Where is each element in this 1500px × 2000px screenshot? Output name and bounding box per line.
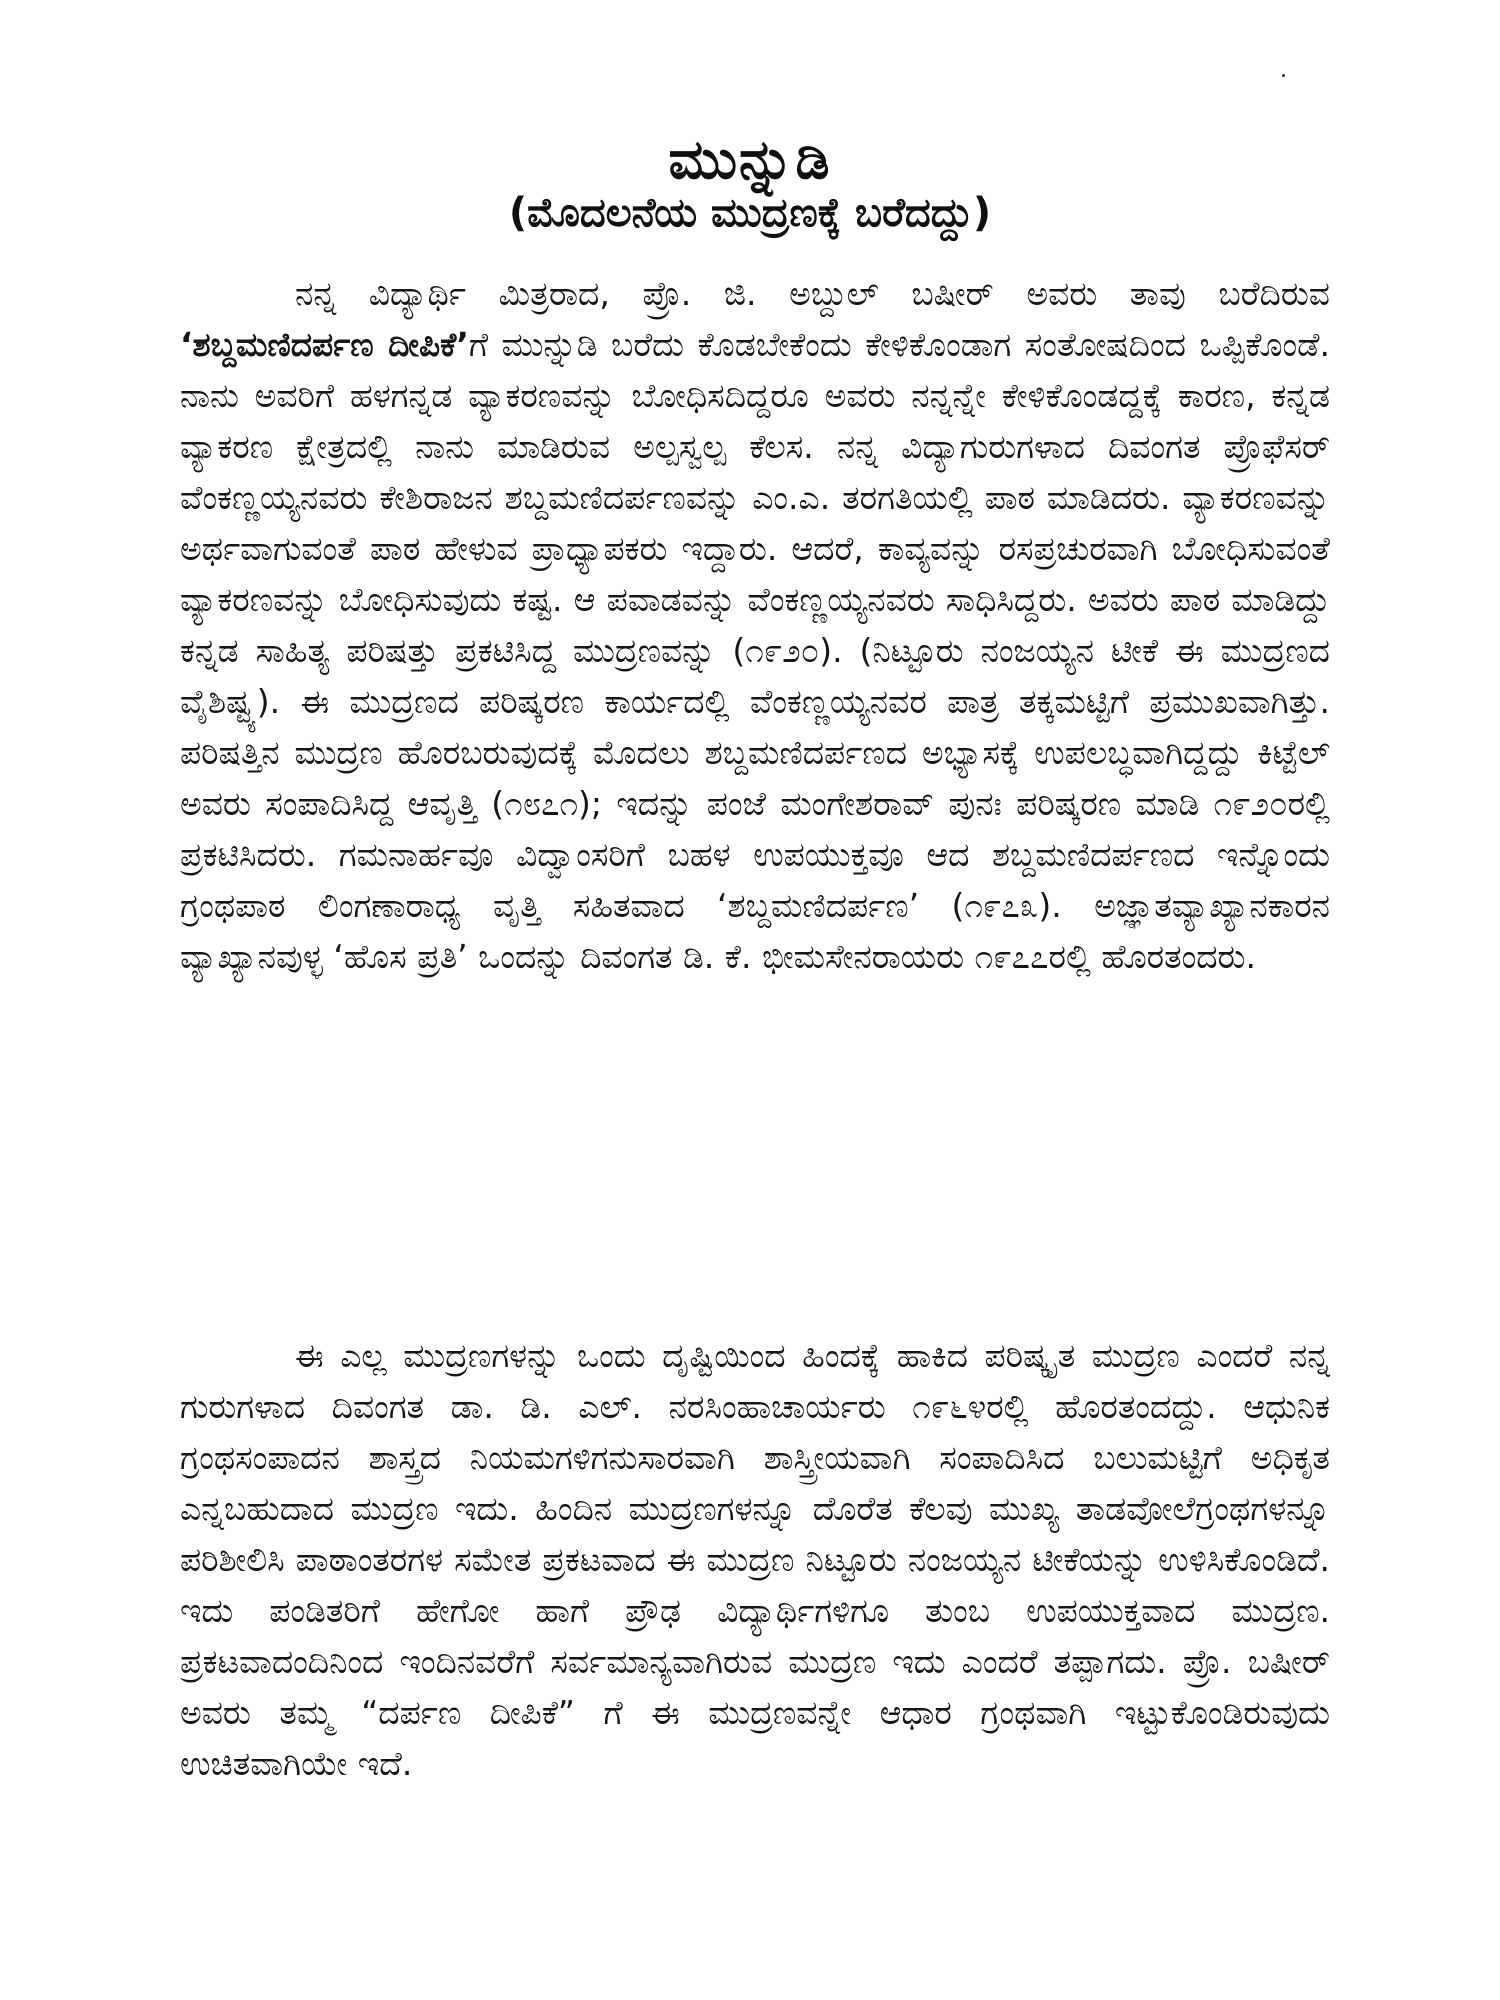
paragraph-1-text-b: ಗೆ ಮುನ್ನುಡಿ ಬರೆದು ಕೊಡಬೇಕೆಂದು ಕೇಳಿಕೊಂಡಾಗ ಸಂತೋಷದಿಂದ ಒಪ್ಪಿಕೊಂಡೆ. ನಾನು ಅವರಿಗೆ ಹಳಗನ್ನಡ ವ್ಯಾಕರಣವನ್ನು ಬೋಧಿಸದಿದ್ದರೂ ಅವರು ನನ್ನನ್ನೇ ಕೇಳಿಕೊಂಡದ್ದಕ್ಕೆ ಕಾರಣ, ಕನ್ನಡ ವ್ಯಾಕರಣ ಕ್ಷೇತ್ರದಲ್ಲಿ ನಾನು ಮಾಡಿರುವ ಅಲ್ಪಸ್ವಲ್ಪ ಕೆಲಸ. ನನ್ನ ವಿದ್ಯಾಗುರುಗಳಾದ ದಿವಂಗತ ಪ್ರೊಫೆಸರ್ ವೆಂಕಣ್ಣಯ್ಯನವರು ಕೇಶಿರಾಜನ ಶಬ್ದಮಣಿದರ್ಪಣವನ್ನು ಎಂ.ಎ. ತರಗತಿಯಲ್ಲಿ ಪಾಠ ಮಾಡಿದರು. ವ್ಯಾಕರಣವನ್ನು ಅರ್ಥವಾಗುವಂತೆ ಪಾಠ ಹೇಳುವ ಪ್ರಾಧ್ಯಾಪಕರು ಇದ್ದಾರು. ಆದರೆ, ಕಾವ್ಯವನ್ನು ರಸಪ್ರಚುರವಾಗಿ ಬೋಧಿಸುವಂತೆ ವ್ಯಾಕರಣವನ್ನು ಬೋಧಿಸುವುದು ಕಷ್ಟ. ಆ ಪವಾಡವನ್ನು ವೆಂಕಣ್ಣಯ್ಯನವರು ಸಾಧಿಸಿದ್ದರು. ಅವರು ಪಾಠ ಮಾಡಿದ್ದು ಕನ್ನಡ ಸಾಹಿತ್ಯ ಪರಿಷತ್ತು ಪ್ರಕಟಿಸಿದ್ದ ಮುದ್ರಣವನ್ನು (೧೯೨೦). (ನಿಟ್ಟೂರು ನಂಜಯ್ಯನ ಟೀಕೆ ಈ ಮುದ್ರಣದ ವೈಶಿಷ್ಟ್ಯ). ಈ ಮುದ್ರಣದ ಪರಿಷ್ಕರಣ ಕಾರ್ಯದಲ್ಲಿ ವೆಂಕಣ್ಣಯ್ಯನವರ ಪಾತ್ರ ತಕ್ಕಮಟ್ಟಿಗೆ ಪ್ರಮುಖವಾಗಿತ್ತು. ಪರಿಷತ್ತಿನ ಮುದ್ರಣ ಹೊರಬರುವುದಕ್ಕೆ ಮೊದಲು ಶಬ್ದಮಣಿದರ್ಪಣದ ಅಭ್ಯಾಸಕ್ಕೆ ಉಪಲಬ್ಧವಾಗಿದ್ದದ್ದು ಕಿಟ್ಟೆಲ್ ಅವರು ಸಂಪಾದಿಸಿದ್ದ ಆವೃತ್ತಿ (೧೮೭೧); ಇದನ್ನು ಪಂಜೆ ಮಂಗೇಶರಾವ್ ಪುನಃ ಪರಿಷ್ಕರಣ ಮಾಡಿ ೧೯೨೦ರಲ್ಲಿ ಪ್ರಕಟಿಸಿದರು. ಗಮನಾರ್ಹವೂ ವಿದ್ವಾಂಸರಿಗೆ ಬಹಳ ಉಪಯುಕ್ತವೂ ಆದ ಶಬ್ದಮಣಿದರ್ಪಣದ ಇನ್ನೊಂದು ಗ್ರಂಥಪಾಠ ಲಿಂಗಣಾರಾಧ್ಯ ವೃತ್ತಿ ಸಹಿತವಾದ ‘ಶಬ್ದಮಣಿದರ್ಪಣ’ (೧೯೭೩). ಅಜ್ಞಾತವ್ಯಾಖ್ಯಾನಕಾರನ ವ್ಯಾಖ್ಯಾನವುಳ್ಳ ‘ಹೊಸ ಪ್ರತಿ’ ಒಂದನ್ನು ದಿವಂಗತ ಡಿ. ಕೆ. ಭೀಮಸೇನರಾಯರು ೧೯೭೭ರಲ್ಲಿ ಹೊರತಂದರು.: [180, 325, 1330, 976]
paragraph-2: ಈ ಎಲ್ಲ ಮುದ್ರಣಗಳನ್ನು ಒಂದು ದೃಷ್ಟಿಯಿಂದ ಹಿಂದಕ್ಕೆ ಹಾಕಿದ ಪರಿಷ್ಕೃತ ಮುದ್ರಣ ಎಂದರೆ ನನ್ನ ಗುರುಗಳಾದ ದಿವಂಗತ ಡಾ. ಡಿ. ಎಲ್. ನರಸಿಂಹಾಚಾರ್ಯರು ೧೯೬೪ರಲ್ಲಿ ಹೊರತಂದದ್ದು. ಆಧುನಿಕ ಗ್ರಂಥಸಂಪಾದನ ಶಾಸ್ತ್ರದ ನಿಯಮಗಳಿಗನುಸಾರವಾಗಿ ಶಾಸ್ತ್ರೀಯವಾಗಿ ಸಂಪಾದಿಸಿದ ಬಲುಮಟ್ಟಿಗೆ ಅಧಿಕೃತ ಎನ್ನಬಹುದಾದ ಮುದ್ರಣ ಇದು. ಹಿಂದಿನ ಮುದ್ರಣಗಳನ್ನೂ ದೊರೆತ ಕೆಲವು ಮುಖ್ಯ ತಾಡವೋಲೆಗ್ರಂಥಗಳನ್ನೂ ಪರಿಶೀಲಿಸಿ ಪಾಠಾಂತರಗಳ ಸಮೇತ ಪ್ರಕಟವಾದ ಈ ಮುದ್ರಣ ನಿಟ್ಟೂರು ನಂಜಯ್ಯನ ಟೀಕೆಯನ್ನು ಉಳಿಸಿಕೊಂಡಿದೆ. ಇದು ಪಂಡಿತರಿಗೆ ಹೇಗೋ ಹಾಗೆ ಪ್ರೌಢ ವಿದ್ಯಾರ್ಥಿಗಳಿಗೂ ತುಂಬ ಉಪಯುಕ್ತವಾದ ಮುದ್ರಣ. ಪ್ರಕಟವಾದಂದಿನಿಂದ ಇಂದಿನವರೆಗೆ ಸರ್ವಮಾನ್ಯವಾಗಿರುವ ಮುದ್ರಣ ಇದು ಎಂದರೆ ತಪ್ಪಾಗದು. ಪ್ರೊ. ಬಷೀರ್ ಅವರು ತಮ್ಮ “ದರ್ಪಣ ದೀಪಿಕೆ” ಗೆ ಈ ಮುದ್ರಣವನ್ನೇ ಆಧಾರ ಗ್ರಂಥವಾಗಿ ಇಟ್ಟುಕೊಂಡಿರುವುದು ಉಚಿತವಾಗಿಯೇ ಇದೆ.: [180, 1336, 1330, 1783]
paragraph-1-text-a: ನನ್ನ ವಿದ್ಯಾರ್ಥಿ ಮಿತ್ರರಾದ, ಪ್ರೊ. ಜಿ. ಅಬ್ದುಲ್ ಬಷೀರ್ ಅವರು ತಾವು ಬರೆದಿರುವ: [295, 274, 1330, 313]
page-title: ಮುನ್ನುಡಿ: [668, 128, 832, 192]
book-title-bold: ‘ಶಬ್ದಮಣಿದರ್ಪಣ ದೀಪಿಕೆ’: [180, 325, 469, 364]
print-speck: [1282, 74, 1285, 77]
paragraph-1: [180, 268, 1330, 982]
page-subtitle: (ಮೊದಲನೆಯ ಮುದ್ರಣಕ್ಕೆ ಬರೆದದ್ದು): [508, 190, 992, 236]
